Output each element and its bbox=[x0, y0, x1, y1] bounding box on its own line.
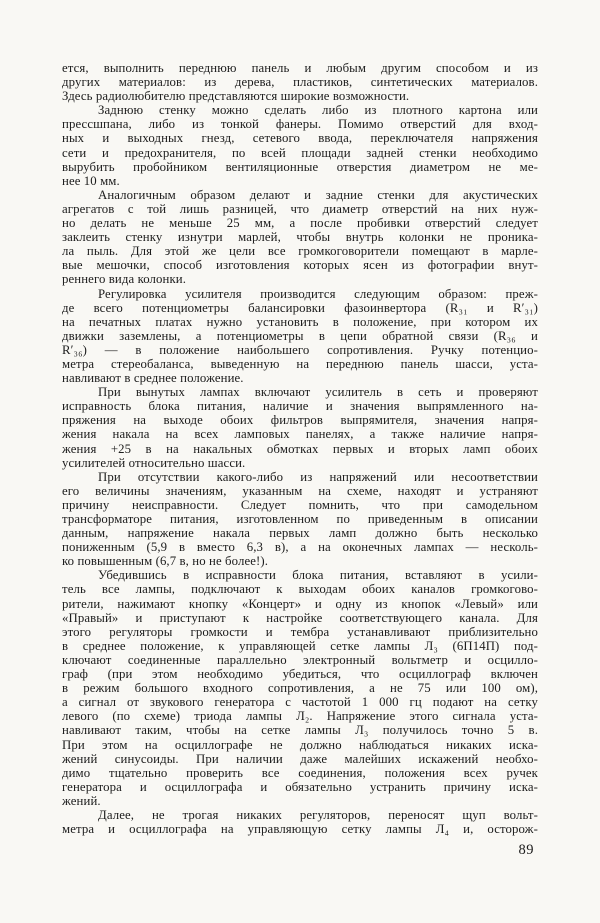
text-line: причину неисправности. Следует помнить, что при самодельном bbox=[62, 497, 538, 512]
text-line: «Правый» и приступают к настройке соответствующего канала. Для bbox=[62, 610, 538, 625]
text-line: данным, напряжение накала первых ламп должно быть несколько bbox=[62, 526, 538, 541]
page-number: 89 bbox=[518, 842, 534, 858]
text-line: агрегатов с той лишь разницей, что диаметр отверстий на них нуж- bbox=[62, 201, 538, 216]
text-line: ется, выполнить переднюю панель и любым другим способом и из bbox=[62, 61, 538, 75]
text-line: вые мешочки, способ изготовления которых ясен из фотографии внут- bbox=[62, 258, 538, 273]
text-line: метра стереобаланса, выведенную на переднюю панель шасси, уста- bbox=[62, 356, 538, 371]
text-line: других материалов: из дерева, пластиков, синтетических материалов. bbox=[62, 75, 538, 90]
text-line: левого (по схеме) триода лампы Л₂. Напряжение этого сигнала уста- bbox=[62, 709, 538, 724]
paragraph bbox=[62, 287, 538, 386]
text-line: а сигнал от звукового генератора с частотой 1 000 гц подают на сетку bbox=[62, 695, 538, 710]
text-line: жения +25 в на накальных обмотках первых и вторых ламп обоих bbox=[62, 441, 538, 456]
text-line: его величины значениям, указанным на схеме, находят и устраняют bbox=[62, 483, 538, 498]
text-line: При отсутствии какого-либо из напряжений или несоответствии bbox=[98, 469, 538, 484]
text-line: тель все лампы, подключают к выходам обоих каналов громкогово- bbox=[62, 582, 538, 597]
text-line: в среднее положение, к управляющей сетке лампы Л₃ (6П14П) под- bbox=[62, 638, 538, 653]
text-line: ных и выходных гнезд, сетевого ввода, переключателя напряжения bbox=[62, 131, 538, 146]
text-line: трансформаторе питания, изготовленном по приведенным в описании bbox=[62, 512, 538, 526]
text-line: При этом на осциллографе не должно наблюдаться никаких иска- bbox=[62, 737, 538, 752]
text-line: пониженным (5,9 в вместо 6,3 в), а на оконечных лампах — несколь- bbox=[62, 540, 538, 555]
text-column bbox=[62, 61, 538, 836]
text-line: движки заземлены, а потенциометры в цепи обратной связи (R₃₆ и bbox=[62, 328, 538, 343]
text-line: ключают соединенные параллельно электронный вольтметр и осцилло- bbox=[62, 652, 538, 667]
text-line: навливают в среднее положение. bbox=[62, 371, 244, 386]
paragraph bbox=[62, 188, 538, 287]
text-line: жений. bbox=[62, 793, 101, 808]
text-line: заклеить стенку изнутри марлей, чтобы внутрь колонки не проника- bbox=[62, 230, 538, 245]
text-line: вырубить пробойником вентиляционные отверстия диаметром не ме- bbox=[62, 159, 538, 174]
text-line: на печатных платах нужно установить в положение, при котором их bbox=[62, 314, 538, 329]
text-line: но делать не меньше 25 мм, а после пробивки отверстий следует bbox=[62, 216, 538, 231]
text-line: в режим большого входного сопротивления, а не 75 или 100 ом), bbox=[62, 681, 538, 696]
text-line: Аналогичным образом делают и задние стенки для акустических bbox=[98, 187, 538, 202]
text-line: Заднюю стенку можно сделать либо из плотного картона или bbox=[98, 103, 538, 118]
text-line: прессшпана, либо из тонкой фанеры. Помимо отверстий для вход- bbox=[62, 117, 538, 132]
text-line: ла пыль. Для этой же цели все громкоговорители помещают в марле- bbox=[62, 244, 538, 259]
text-line: жения накала на всех ламповых панелях, а также наличие напря- bbox=[62, 427, 538, 442]
paragraph bbox=[62, 103, 538, 188]
text-line: граф (при этом необходимо убедиться, что осциллограф включен bbox=[62, 667, 538, 682]
text-line: де всего потенциометры балансировки фазоинвертора (R₃₁ и R′₃₁) bbox=[62, 300, 538, 315]
text-line: реннего вида колонки. bbox=[62, 272, 187, 287]
text-line: генератора и осциллографа и обязательно устранить причину иска- bbox=[62, 779, 538, 794]
text-line: жений синусоиды. При наличии даже малейших искажений необхо- bbox=[62, 751, 538, 766]
text-line: исправность блока питания, наличие и значения выпрямленного на- bbox=[62, 399, 538, 414]
paragraph bbox=[62, 61, 538, 103]
text-line: навливают таким, чтобы на сетке лампы Л₃ получилось точно 5 в. bbox=[62, 723, 538, 738]
paragraph bbox=[62, 385, 538, 470]
text-line: Далее, не трогая никаких регуляторов, переносят щуп вольт- bbox=[98, 807, 538, 822]
text-line: пряжения на выходе обоих фильтров выпрямителя, значения напря- bbox=[62, 413, 538, 428]
text-line: усилителей относительно шасси. bbox=[62, 455, 246, 470]
text-line: ко повышенным (6,7 в, но не более!). bbox=[62, 554, 269, 569]
text-line: R′₃₆) — в положение наибольшего сопротивления. Ручку потенцио- bbox=[62, 342, 538, 357]
text-line: сети и предохранителя, по всей площади задней стенки необходимо bbox=[62, 145, 538, 160]
text-line: рители, нажимают кнопку «Концерт» и одну из кнопок «Левый» или bbox=[62, 596, 538, 611]
text-line: димо тщательно проверить все соединения, положения всех ручек bbox=[62, 765, 538, 780]
paragraph bbox=[62, 568, 538, 808]
paragraph bbox=[62, 808, 538, 836]
text-line: нее 10 мм. bbox=[62, 173, 120, 188]
text-line: метра и осциллографа на управляющую сетку лампы Л₄ и, осторож- bbox=[62, 822, 538, 837]
text-line: При вынутых лампах включают усилитель в сеть и проверяют bbox=[98, 385, 538, 400]
text-line: этого регуляторы громкости и тембра устанавливают приблизительно bbox=[62, 624, 538, 639]
paragraph bbox=[62, 470, 538, 569]
text-line: Убедившись в исправности блока питания, вставляют в усили- bbox=[98, 568, 538, 583]
text-line: Регулировка усилителя производится следующим образом: преж- bbox=[98, 286, 538, 301]
text-line: Здесь радиолюбителю представляются широкие возможности. bbox=[62, 89, 410, 104]
